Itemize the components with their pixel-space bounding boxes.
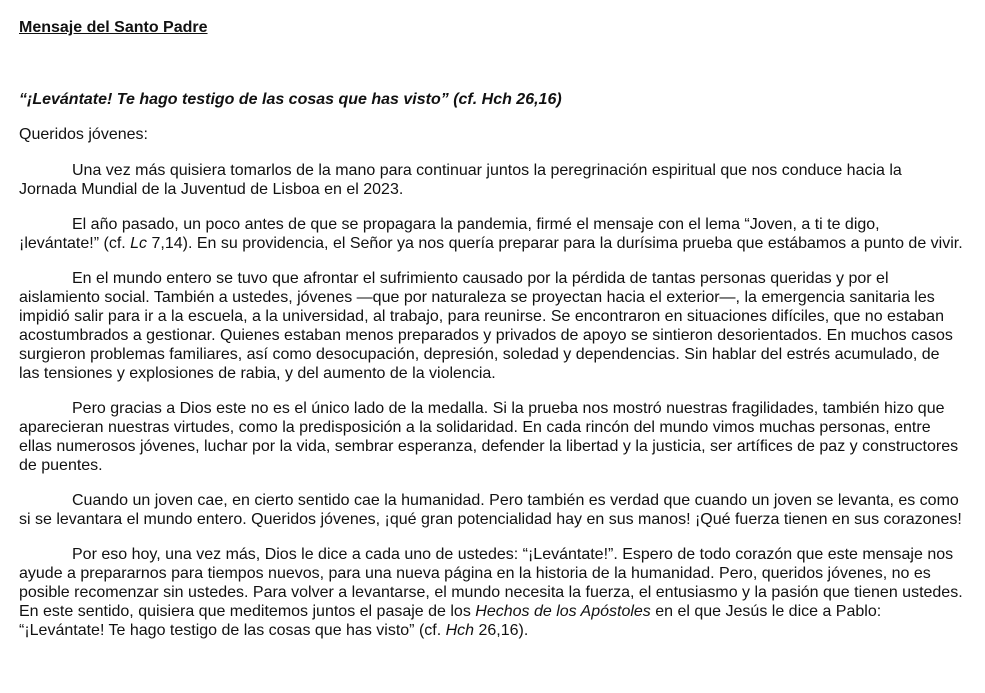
paragraph-2-text-b: 7,14). En su providencia, el Señor ya nos quería preparar para la durísima prueba que estábamos a punto de vivir. (147, 235, 963, 252)
paragraph-1: Una vez más quisiera tomarlos de la mano para continuar juntos la peregrinación espiritual que nos conduce hacia la Jornada Mundial de la Juventud de Lisboa en el 2023. (19, 162, 902, 198)
document-page (19, 18, 964, 639)
message-title: “¡Levántate! Te hago testigo de las cosas que has visto” (cf. Hch 26,16) (19, 91, 562, 108)
document-heading: Mensaje del Santo Padre (19, 19, 208, 36)
paragraph-6-reference: Hch (445, 622, 475, 639)
paragraph-5: Cuando un joven cae, en cierto sentido cae la humanidad. Pero también es verdad que cuando un joven se levanta, es como si se levantara el mundo entero. Queridos jóvenes, ¡qué gran potencialidad hay en sus manos! ¡Qué fuerza tienen en sus corazones! (19, 492, 962, 528)
paragraph-2-reference: Lc (130, 235, 148, 252)
paragraph-6-text-b: en el que Jesús le dice a Pablo: “¡Levántate! Te hago testigo de las cosas que has visto” (cf. (19, 603, 882, 639)
paragraph-6 (19, 545, 964, 640)
paragraph-6-text-a: Por eso hoy, una vez más, Dios le dice a cada uno de ustedes: “¡Levántate!”. Espero de todo corazón que este mensaje nos ayude a prepararnos para tiempos nuevos, para una nueva página en la historia de la humanidad. Pero, queridos jóvenes, no es posible recomenzar sin ustedes. Para volver a levantarse, el mundo necesita la fuerza, el entusiasmo y la pasión que tienen ustedes. En este sentido, quisiera que meditemos juntos el pasaje de los (19, 546, 963, 620)
paragraph-2-text-a: El año pasado, un poco antes de que se propagara la pandemia, firmé el mensaje con el lema “Joven, a ti te digo, ¡levántate!” (cf. (19, 216, 880, 252)
paragraph-3: En el mundo entero se tuvo que afrontar el sufrimiento causado por la pérdida de tantas personas queridas y por el aislamiento social. También a ustedes, jóvenes —que por naturaleza se proyectan hacia el exterior—, la emergencia sanitaria les impidió salir para ir a la escuela, a la universidad, al trabajo, para reunirse. Se encontraron en situaciones difíciles, que no estaban acostumbrados a gestionar. Quienes estaban menos preparados y privados de apoyo se sintieron desorientados. En muchos casos surgieron problemas familiares, así como desocupación, depresión, soledad y dependencias. Sin hablar del estrés acumulado, de las tensiones y explosiones de rabia, y del aumento de la violencia. (19, 270, 953, 382)
message-body (19, 161, 964, 640)
paragraph-2 (19, 215, 964, 253)
paragraph-6-book-title: Hechos de los Apóstoles (475, 603, 651, 620)
salutation: Queridos jóvenes: (19, 126, 148, 143)
paragraph-4: Pero gracias a Dios este no es el único lado de la medalla. Si la prueba nos mostró nuestras fragilidades, también hizo que aparecieran nuestras virtudes, como la predisposición a la solidaridad. En cada rincón del mundo vimos muchas personas, entre ellas numerosos jóvenes, luchar por la vida, sembrar esperanza, defender la libertad y la justicia, ser artífices de paz y constructores de puentes. (19, 400, 959, 474)
paragraph-6-text-c: 26,16). (474, 622, 529, 639)
